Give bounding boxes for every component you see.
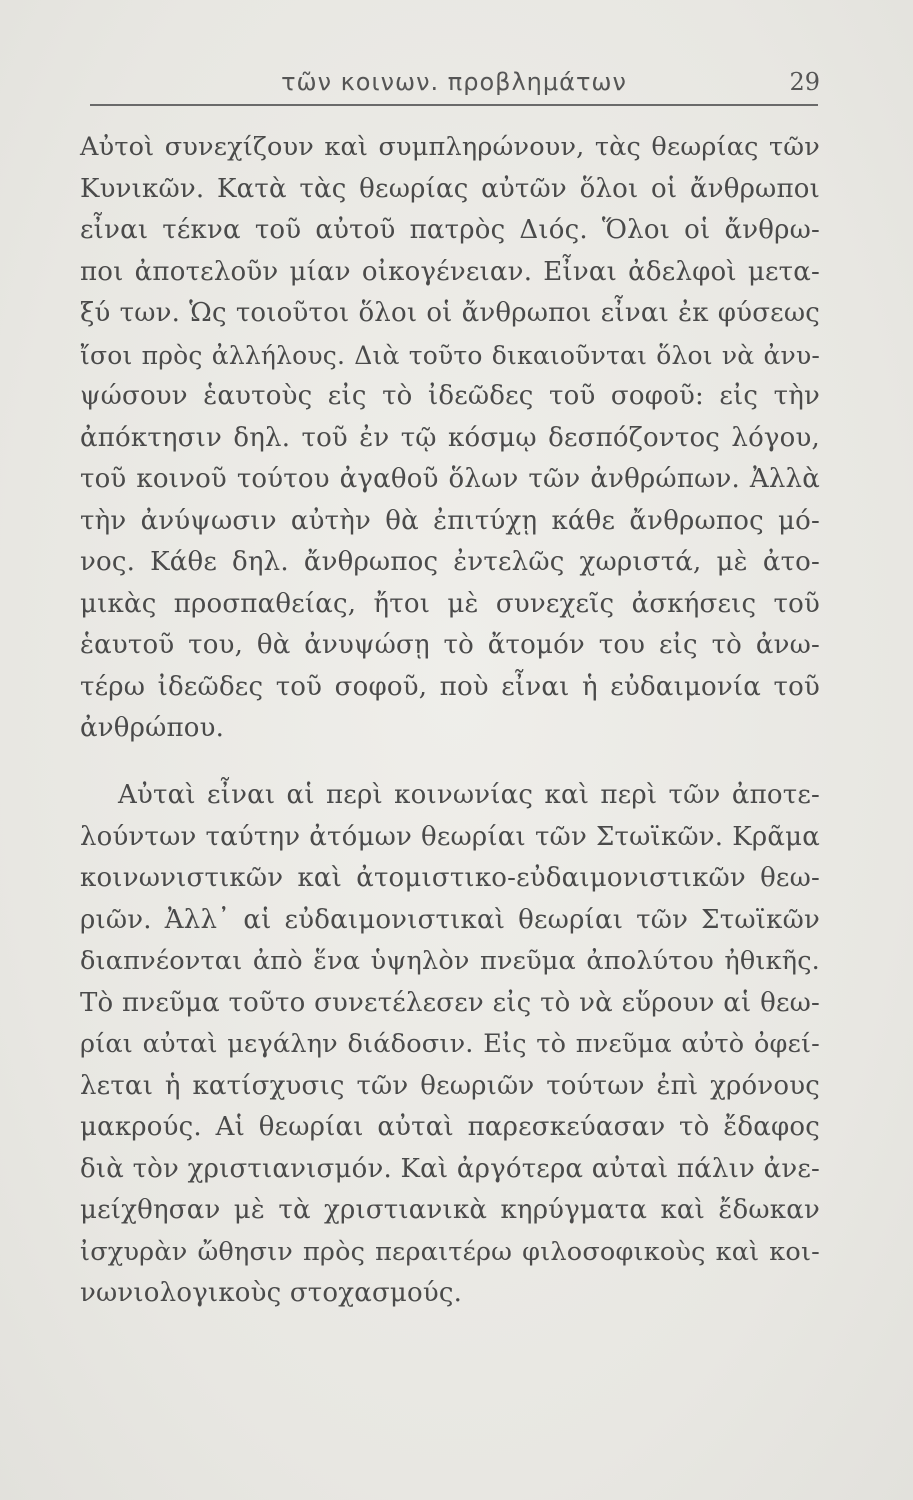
text-line: εἶναι τέκνα τοῦ αὐτοῦ πατρὸς Διός. Ὅλοι οἱ ἄνθρω-	[80, 215, 820, 245]
text-line: ποι ἀποτελοῦν μίαν οἰκογένειαν. Εἶναι ἀδελφοὶ μετα-	[80, 256, 820, 287]
text-line: λούντων ταύτην ἀτόμων θεωρίαι τῶν Στωϊκῶν. Κρᾶμα	[80, 821, 820, 852]
text-line: ἰσχυρὰν ὤθησιν πρὸς περαιτέρω φιλοσοφικοὺς καὶ κοι-	[80, 1236, 820, 1267]
text-line: μακρούς. Αἱ θεωρίαι αὐταὶ παρεσκεύασαν τὸ ἔδαφος	[80, 1112, 820, 1142]
text-line: διὰ τὸν χριστιανισμόν. Καὶ ἀργότερα αὐταὶ πάλιν ἀνε-	[80, 1153, 820, 1184]
text-line: Αὐτοὶ συνεχίζουν καὶ συμπληρώνουν, τὰς θεωρίας τῶν	[80, 132, 820, 162]
text-line: λεται ἡ κατίσχυσις τῶν θεωριῶν τούτων ἐπὶ χρόνους	[80, 1070, 820, 1101]
text-line: κοινωνιστικῶν καὶ ἀτομιστικο-εὐδαιμονιστικῶν θεω-	[80, 863, 820, 893]
page-number: 29	[789, 68, 820, 96]
text-line: τέρω ἰδεῶδες τοῦ σοφοῦ, ποὺ εἶναι ἡ εὐδαιμονία τοῦ	[80, 671, 820, 702]
text-line: ξύ των. Ὡς τοιοῦτοι ὅλοι οἱ ἄνθρωποι εἶναι ἐκ φύσεως	[80, 298, 820, 328]
text-line: ριῶν. Ἀλλ᾿ αἱ εὐδαιμονιστικαὶ θεωρίαι τῶν Στωϊκῶν	[80, 904, 820, 935]
text-line: τοῦ κοινοῦ τούτου ἀγαθοῦ ὅλων τῶν ἀνθρώπων. Ἀλλὰ	[80, 464, 820, 494]
paragraph-1	[80, 127, 820, 750]
text-line: ψώσουν ἑαυτοὺς εἰς τὸ ἰδεῶδες τοῦ σοφοῦ: εἰς τὴν	[80, 381, 820, 411]
paragraph-2	[80, 775, 820, 1315]
text-line: μείχθησαν μὲ τὰ χριστιανικὰ κηρύγματα καὶ ἔδωκαν	[80, 1195, 820, 1225]
text-line: τὴν ἀνύψωσιν αὐτὴν θὰ ἐπιτύχῃ κάθε ἄνθρωπος μό-	[80, 505, 820, 536]
text-line: ἑαυτοῦ του, θὰ ἀνυψώσῃ τὸ ἄτομόν του εἰς τὸ ἀνω-	[80, 630, 820, 660]
text-line: ἴσοι πρὸς ἀλλήλους. Διὰ τοῦτο δικαιοῦνται ὅλοι νὰ ἀνυ-	[80, 340, 820, 370]
text-line: Τὸ πνεῦμα τοῦτο συνετέλεσεν εἰς τὸ νὰ εὕρουν αἱ θεω-	[80, 987, 820, 1018]
page-header	[90, 68, 818, 106]
text-line: διαπνέονται ἀπὸ ἕνα ὑψηλὸν πνεῦμα ἀπολύτου ἠθικῆς.	[80, 946, 820, 976]
running-title: τῶν κοινων. προβλημάτων	[281, 68, 627, 96]
text-line: Αὐταὶ εἶναι αἱ περὶ κοινωνίας καὶ περὶ τῶν ἀποτε-	[118, 780, 820, 810]
text-line: νωνιολογικοὺς στοχασμούς.	[80, 1278, 463, 1308]
text-line: ἀπόκτησιν δηλ. τοῦ ἐν τῷ κόσμῳ δεσπόζοντος λόγου,	[80, 422, 820, 453]
text-line: μικὰς προσπαθείας, ἤτοι μὲ συνεχεῖς ἀσκήσεις τοῦ	[80, 588, 820, 619]
text-line: ἀνθρώπου.	[80, 713, 225, 743]
text-line: ρίαι αὐταὶ μεγάλην διάδοσιν. Εἰς τὸ πνεῦμα αὐτὸ ὀφεί-	[80, 1029, 820, 1059]
text-line: Κυνικῶν. Κατὰ τὰς θεωρίας αὐτῶν ὅλοι οἱ ἄνθρωποι	[80, 173, 820, 204]
text-line: νος. Κάθε δηλ. ἄνθρωπος ἐντελῶς χωριστά, μὲ ἀτο-	[80, 547, 820, 577]
